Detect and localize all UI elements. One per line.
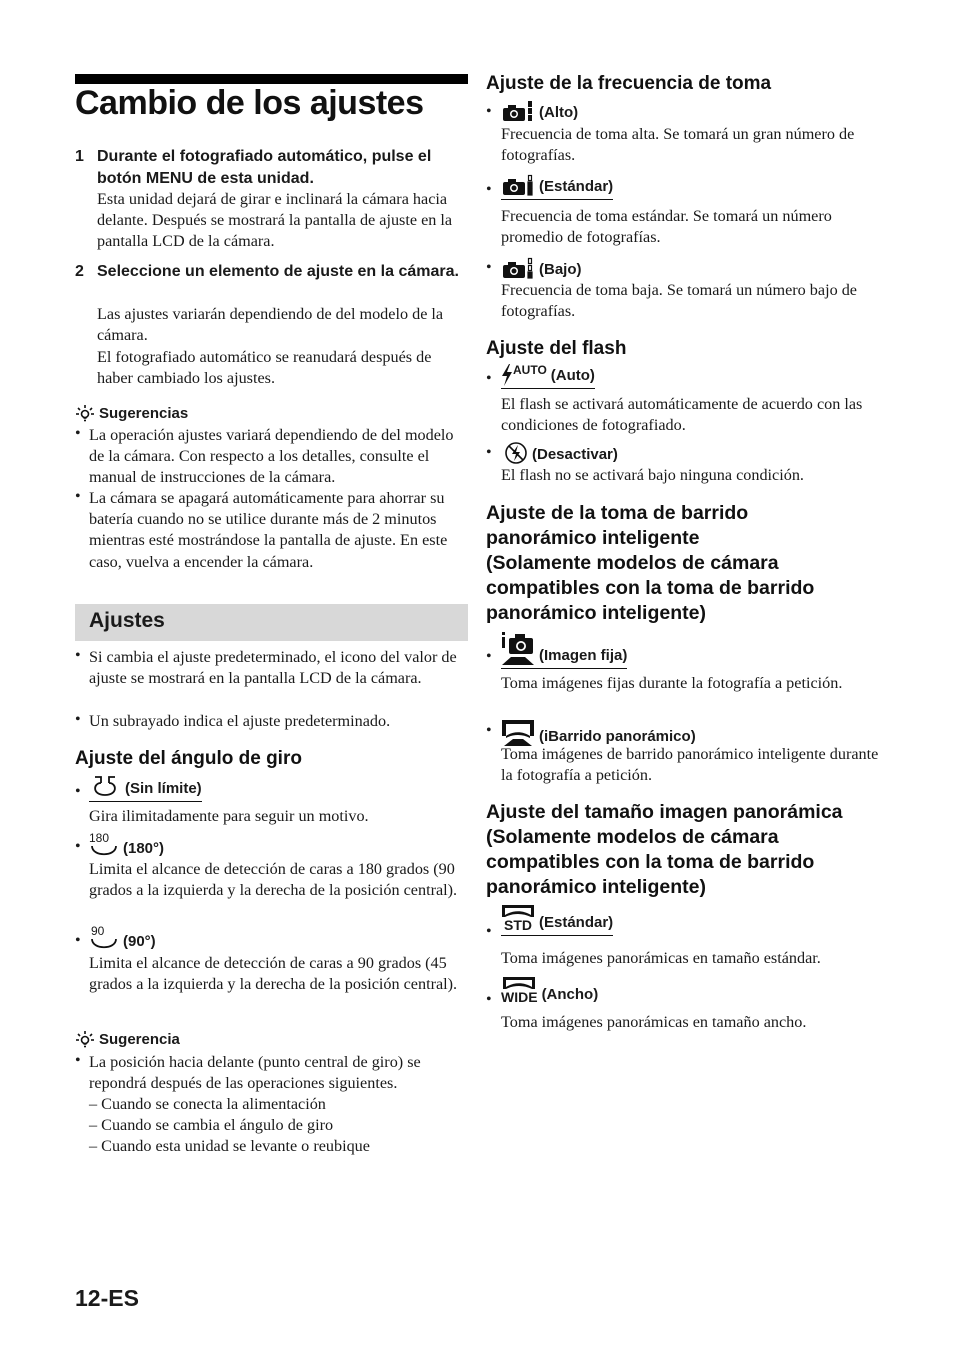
still-image-icon [501,632,535,666]
step-1-heading: Durante el fotografiado automático, pulse el botón MENU de esta unidad. [97,148,432,187]
step-2-body-2: El fotografiado automático se reanudará después de haber cambiado los ajustes. [97,348,432,388]
frequency-low-icon [501,256,535,280]
tamano-heading-line: panorámico inteligente) [486,876,706,898]
angulo-option-desc: Limita el alcance de detección de caras a 180 grados (90 grados a la izquierda y la derecha de la posición central). [89,860,458,900]
flash-heading: Ajuste del flash [486,338,627,359]
bullet-dot: • [486,103,492,120]
flash-auto-icon: AUTO [501,364,547,386]
tamano-option-desc: Toma imágenes panorámicas en tamaño ancho. [501,1013,807,1031]
angulo-option-label: (90°) [123,933,156,950]
sugerencias-item-2: La cámara se apagará automáticamente para ahorrar su batería cuando no se utilice durante más de 2 minutos mientras esté mostrándose la pantalla de ajuste. En este caso, vuelva a encender la cámara. [89,489,448,571]
bullet-dot: • [75,783,81,800]
angulo-option-desc: Limita el alcance de detección de caras a 90 grados (45 grados a la izquierda y la derecha de la posición central). [89,954,458,994]
tip-bulb-icon [75,1030,95,1050]
tamano-heading-line: (Solamente modelos de cámara [486,826,779,848]
barrido-option-label: (Imagen fija) [539,647,628,664]
frecuencia-heading: Ajuste de la frecuencia de toma [486,73,772,94]
frecuencia-option-high [501,99,578,123]
title-rule [75,74,468,84]
flash-option-label: (Auto) [550,367,595,384]
frecuencia-option-label: (Alto) [539,104,579,121]
angulo-option-desc: Gira ilimitadamente para seguir un motivo. [89,807,369,825]
barrido-option-desc: Toma imágenes de barrido panorámico inteligente durante la fotografía a petición. [501,745,879,785]
flash-option-auto [501,364,595,389]
barrido-option-label: (iBarrido panorámico) [539,728,696,745]
bullet-dot: • [75,425,81,442]
bullet-dot: • [486,722,492,739]
barrido-option-still [501,632,627,669]
sugerencias-heading [75,404,188,424]
bullet-dot: • [486,923,492,940]
angulo-option-label: (Sin límite) [125,780,202,797]
barrido-option-desc: Toma imágenes fijas durante la fotografía a petición. [501,674,843,692]
sugerencia-sub-2: – Cuando se cambia el ángulo de giro [89,1116,334,1134]
frequency-standard-icon [501,173,535,197]
sugerencia-title: Sugerencia [99,1031,180,1048]
frecuencia-option-low [501,256,582,280]
bullet-dot: • [486,181,492,198]
bullet-dot: • [486,444,492,461]
sugerencia-heading [75,1030,180,1050]
flash-option-label: (Desactivar) [532,446,618,463]
barrido-heading [486,501,886,626]
panorama-std-icon: STD [501,904,535,933]
frecuencia-option-standard [501,173,613,200]
sugerencia-sub-3: – Cuando esta unidad se levante o reubique [89,1137,370,1155]
barrido-heading-line: Ajuste de la toma de barrido [486,502,749,524]
barrido-heading-line: panorámico inteligente [486,527,700,549]
bullet-dot: • [75,488,81,505]
frecuencia-option-desc: Frecuencia de toma estándar. Se tomará un número promedio de fotografías. [501,207,832,247]
flash-option-desc: El flash se activará automáticamente de acuerdo con las condiciones de fotografiado. [501,395,863,435]
bullet-dot: • [75,647,81,664]
angulo-option-90 [89,922,156,952]
barrido-option-sweep [501,719,696,747]
tip-bulb-icon [75,404,95,424]
barrido-heading-line: panorámico inteligente) [486,602,706,624]
frecuencia-option-label: (Estándar) [539,178,614,195]
sugerencias-item-1: La operación ajustes variará dependiendo de del modelo de la cámara. Con respecto a los detalles, consulte el manual de instrucciones de la cámara. [89,426,454,487]
sugerencia-item: La posición hacia delante (punto central de giro) se repondrá después de las operaciones siguientes. [89,1053,421,1093]
unlimited-rotation-icon [89,773,121,799]
frecuencia-option-desc: Frecuencia de toma baja. Se tomará un número bajo de fotografías. [501,281,857,321]
bullet-dot: • [75,932,81,949]
ajustes-item-1: Si cambia el ajuste predeterminado, el icono del valor de ajuste se mostrará en la pantalla LCD de la cámara. [89,648,457,688]
page-number: 12-ES [75,1285,139,1311]
sugerencias-title: Sugerencias [99,405,189,422]
bullet-dot: • [75,711,81,728]
bullet-dot: • [486,259,492,276]
tamano-heading-line: Ajuste del tamaño imagen panorámica [486,801,843,823]
ajustes-title: Ajustes [89,609,165,632]
panorama-wide-icon: WIDE [501,976,538,1005]
step-2-number: 2 [75,263,84,280]
flash-off-icon [504,441,528,465]
bullet-dot: • [486,370,492,387]
barrido-heading-line: compatibles con la toma de barrido [486,577,815,599]
angulo-option-180 [89,829,164,859]
rotation-90-icon: 90 [89,922,119,952]
page-title: Cambio de los ajustes [75,84,424,122]
step-2-heading: Seleccione un elemento de ajuste en la cámara. [97,263,459,280]
step-1-number: 1 [75,148,84,165]
barrido-heading-line: (Solamente modelos de cámara [486,552,779,574]
frecuencia-option-desc: Frecuencia de toma alta. Se tomará un gran número de fotografías. [501,125,855,165]
angulo-option-label: (180°) [123,840,165,857]
frecuencia-option-label: (Bajo) [539,261,582,278]
sugerencia-sub-1: – Cuando se conecta la alimentación [89,1095,326,1113]
angulo-option-unlimited [89,773,202,802]
angulo-heading: Ajuste del ángulo de giro [75,748,302,769]
tamano-heading [486,800,906,900]
sweep-panorama-icon [501,719,535,747]
bullet-dot: • [486,648,492,665]
flash-option-desc: El flash no se activará bajo ninguna condición. [501,466,804,484]
frequency-high-icon [501,99,535,123]
step-2-body: Las ajustes variarán dependiendo de del modelo de la cámara. [97,305,444,345]
bullet-dot: • [75,838,81,855]
tamano-heading-line: compatibles con la toma de barrido [486,851,815,873]
tamano-option-wide [501,976,598,1005]
bullet-dot: • [486,991,492,1008]
tamano-option-label: (Ancho) [541,986,599,1003]
tamano-option-standard [501,904,613,936]
tamano-option-label: (Estándar) [539,914,614,931]
step-1-body: Esta unidad dejará de girar e inclinará la cámara hacia delante. Después se mostrará la pantalla de ajuste en la pantalla LCD de la cámara. [97,190,453,251]
tamano-option-desc: Toma imágenes panorámicas en tamaño estándar. [501,949,821,967]
flash-option-off [504,441,618,465]
ajustes-section-header [75,604,468,641]
ajustes-item-2: Un subrayado indica el ajuste predeterminado. [89,712,391,730]
rotation-180-icon: 180 [89,829,119,859]
bullet-dot: • [75,1052,81,1069]
